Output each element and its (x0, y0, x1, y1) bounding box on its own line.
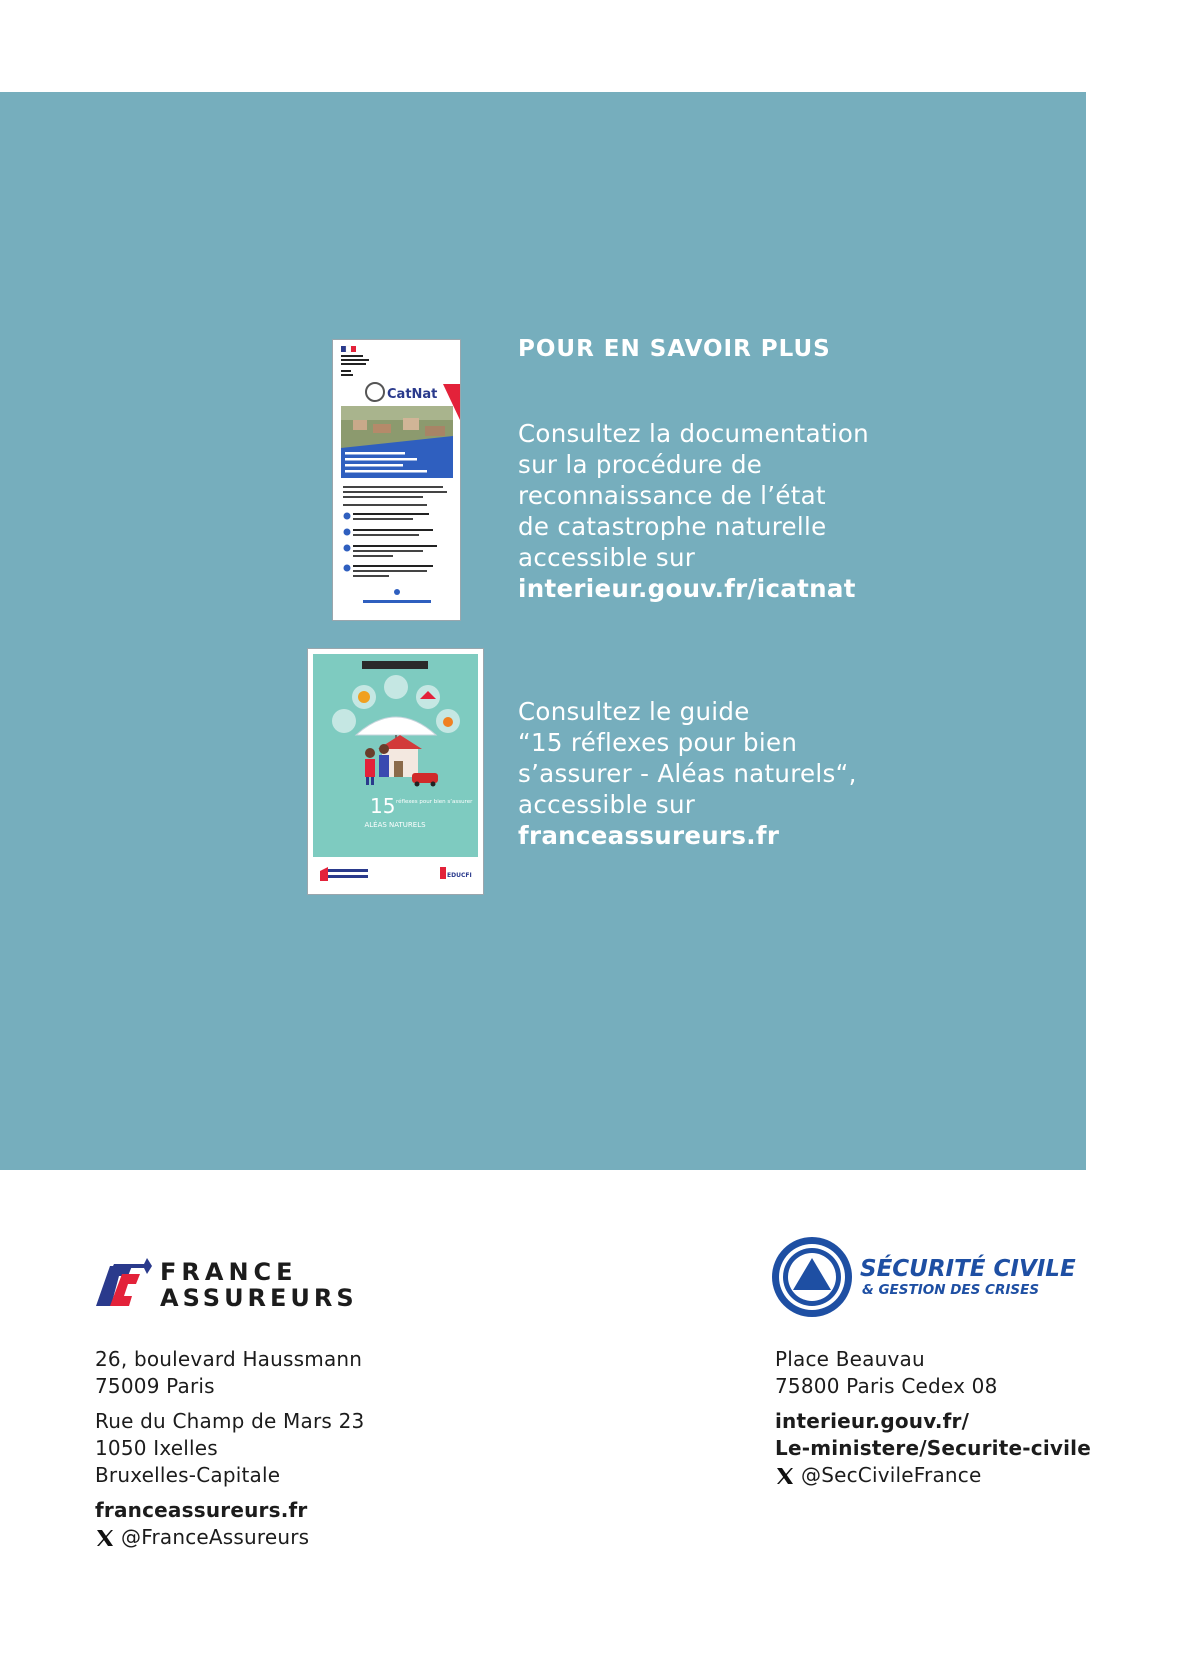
france-assureurs-contact (95, 1346, 364, 1551)
catnat-brochure-thumbnail (332, 339, 461, 621)
catnat-logo-text: CatNat (387, 387, 438, 402)
icatnat-text-line: Consultez la documentation (518, 419, 870, 448)
info-panel (0, 92, 1086, 1170)
address-line: Bruxelles-Capitale (95, 1463, 281, 1487)
icatnat-text-line: reconnaissance de l’état (518, 481, 826, 510)
x-logo-icon (775, 1466, 795, 1486)
guide-number: 15 (370, 794, 396, 818)
securite-civile-handle: @SecCivileFrance (801, 1463, 982, 1487)
reflexes-info-block (518, 696, 1078, 851)
securite-civile-logo-line1: SÉCURITÉ CIVILE (860, 1256, 1076, 1282)
icatnat-text-line: accessible sur (518, 543, 696, 572)
icatnat-info-block (518, 418, 1078, 604)
securite-civile-logo (768, 1232, 1086, 1322)
address-line: Rue du Champ de Mars 23 (95, 1409, 365, 1433)
france-assureurs-logo-line2: ASSUREURS (160, 1284, 358, 1312)
guide-subtitle: réflexes pour bien s’assurer (396, 799, 473, 805)
securite-civile-contact (775, 1346, 1091, 1489)
address-line: 1050 Ixelles (95, 1436, 218, 1460)
address-line: 75009 Paris (95, 1374, 215, 1398)
reflexes-text-line: “15 réflexes pour bien (518, 728, 798, 757)
x-logo-icon (95, 1528, 115, 1548)
france-assureurs-website-link[interactable]: franceassureurs.fr (95, 1498, 308, 1522)
icatnat-link[interactable]: interieur.gouv.fr/icatnat (518, 574, 856, 603)
france-assureurs-logo-line1: FRANCE (160, 1258, 298, 1286)
guide-caption: ALÉAS NATURELS (364, 821, 426, 829)
icatnat-text-line: sur la procédure de (518, 450, 763, 479)
france-assureurs-logo (92, 1254, 392, 1312)
reflexes-text-line: accessible sur (518, 790, 696, 819)
icatnat-text-line: de catastrophe naturelle (518, 512, 827, 541)
catnat-brochure-art (333, 340, 460, 620)
reflexes-guide-art (308, 649, 483, 894)
france-assureurs-handle: @FranceAssureurs (121, 1525, 310, 1549)
address-line: Place Beauvau (775, 1347, 925, 1371)
educfi-logo: EDUCFI (447, 872, 472, 879)
securite-civile-social-link[interactable] (775, 1462, 1091, 1489)
reflexes-text-line: Consultez le guide (518, 697, 750, 726)
address-line: 75800 Paris Cedex 08 (775, 1374, 998, 1398)
franceassureurs-link[interactable]: franceassureurs.fr (518, 821, 780, 850)
address-line: 26, boulevard Haussmann (95, 1347, 363, 1371)
securite-civile-logo-line2: & GESTION DES CRISES (862, 1282, 1040, 1298)
securite-civile-website-link-line2[interactable]: Le-ministere/Securite-civile (775, 1436, 1091, 1460)
reflexes-guide-thumbnail (307, 648, 484, 895)
section-heading: POUR EN SAVOIR PLUS (518, 336, 831, 362)
reflexes-text-line: s’assurer - Aléas naturels“, (518, 759, 857, 788)
france-assureurs-social-link[interactable] (95, 1524, 364, 1551)
securite-civile-website-link-line1[interactable]: interieur.gouv.fr/ (775, 1409, 970, 1433)
